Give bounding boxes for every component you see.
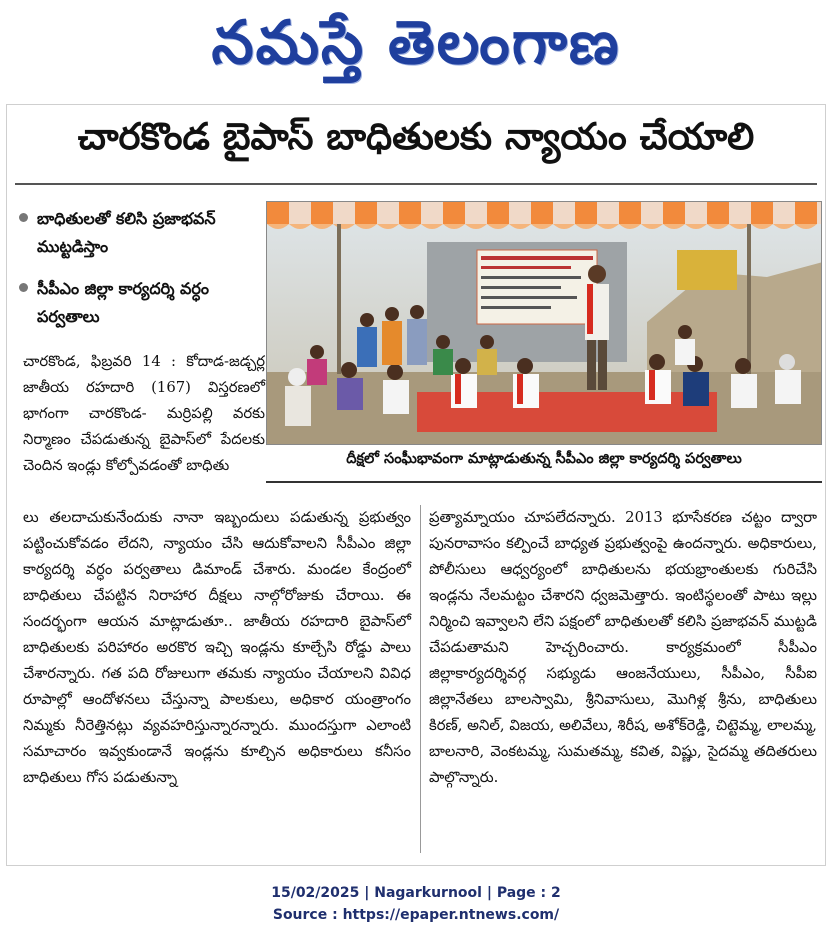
highlight-bullets bbox=[19, 205, 259, 345]
bullet-dot-icon bbox=[19, 283, 28, 292]
bullet-text: బాధితులతో కలిసి ప్రజాభవన్ ముట్టడిస్తాం bbox=[37, 209, 216, 256]
excavator-icon bbox=[677, 250, 737, 290]
bullet-item bbox=[19, 205, 259, 261]
article-column-intro: చారకొండ, ఫిబ్రవరి 14 : కోదాడ-జడ్చర్ల జాతీయ రహదారి (167) విస్తరణలో భాగంగా చారకొండ- మర్రిపల్లి వరకు నిర్మాణం చేపడుతున్న బైపాస్‌లో పేదలకు చెందిన ఇండ్లు కోల్పోవడంతో బాధితు bbox=[23, 353, 265, 474]
news-clipping bbox=[6, 104, 826, 866]
source-link[interactable]: Source : https://epaper.ntnews.com/ bbox=[272, 907, 560, 923]
article-column-right: ప్రత్యామ్నాయం చూపలేదన్నారు. 2013 భూసేకరణ చట్టం ద్వారా పునరావాసం కల్పించే బాధ్యత ప్రభుత్వంపై ఉందన్నారు. అధికారులు, పోలీసులు ఆధ్వర్యంలో బాధితులను భయభ్రాంతులకు గురిచేసి ఇండ్లను నేలమట్టం చేశారని ధ్వజమెత్తారు. ఇంటిస్థలంతో పాటు ఇల్లు నిర్మించి ఇవ్వాలని లేని పక్షంలో బాధితులతో కలిసి ప్రజాభవన్ ముట్టడి చేపడుతామని హెచ్చరించారు. కార్యక్రమంలో సీపీఎం జిల్లాకార్యదర్శివర్గ సభ్యుడు ఆంజనేయులు, సీపీఎం, సీపీఐ జిల్లానేతలు బాలస్వామి, శ్రీనివాసులు, మొగిళ్ల శ్రీను, బాధితులు కిరణ్, అనిల్, విజయ, అలివేలు, శిరీష, అశోక్‌రెడ్డి, చిట్టెమ్మ, లాలమ్మ, బాలనారి, వెంకటమ్మ, సుమతమ్మ, కవిత, విష్ణు, సైదమ్మ తదితరులు పాల్గొన్నారు. bbox=[429, 509, 817, 786]
article-photo bbox=[266, 201, 822, 445]
column-divider bbox=[420, 505, 421, 853]
bullet-item bbox=[19, 275, 259, 331]
bullet-dot-icon bbox=[19, 213, 28, 222]
caption-rule bbox=[266, 481, 822, 483]
protest-banner bbox=[477, 250, 597, 324]
article-column-left: లు తలదాచుకునేందుకు నానా ఇబ్బందులు పడుతున్న ప్రభుత్వం పట్టించుకోవడం లేదని, న్యాయం చేసి ఆదుకోవాలని సీపీఎం జిల్లా కార్యదర్శి వర్ధం పర్వతాలు డిమాండ్ చేశారు. మండల కేంద్రంలో బాధితులు చేపట్టిన నిరాహార దీక్షలు నాల్గోరోజుకు చేరాయి. ఈ సందర్భంగా ఆయన మాట్లాడుతూ.. జాతీయ రహదారి బైపాస్‌లో బాధితులకు పరిహారం అరకొర ఇచ్చి ఇండ్లను కూల్చేసి రోడ్డు పాలు చేశారన్నారు. గత పది రోజులుగా తమకు న్యాయం చేయాలని వివిధ రూపాల్లో ఆందోళనలు చేస్తున్నా పాలకులు, అధికార యంత్రాంగం నిమ్మకు నీరెత్తినట్లు వ్యవహరిస్తున్నారన్నారు. ముందస్తుగా ఎలాంటి సమాచారం ఇవ్వకుండానే ఇండ్లను కూల్చిన అధికారులు కనీసం బాధితులు గోస పడుతున్నా bbox=[23, 509, 411, 786]
masthead bbox=[0, 0, 832, 100]
protest-photo-illustration bbox=[267, 202, 822, 445]
headline-rule bbox=[15, 183, 817, 185]
newspaper-logo-title: నమస్తే తెలంగాణ bbox=[211, 8, 621, 78]
bullet-text: సీపీఎం జిల్లా కార్యదర్శి వర్ధం పర్వతాలు bbox=[37, 279, 209, 326]
article-headline: చారకొండ బైపాస్ బాధితులకు న్యాయం చేయాలి bbox=[77, 115, 755, 158]
page-footer bbox=[0, 882, 832, 926]
edition-info: 15/02/2025 | Nagarkurnool | Page : 2 bbox=[271, 885, 561, 901]
photo-caption: దీక్షలో సంఘీభావంగా మాట్లాడుతున్న సీపీఎం జిల్లా కార్యదర్శి పర్వతాలు bbox=[346, 451, 742, 467]
